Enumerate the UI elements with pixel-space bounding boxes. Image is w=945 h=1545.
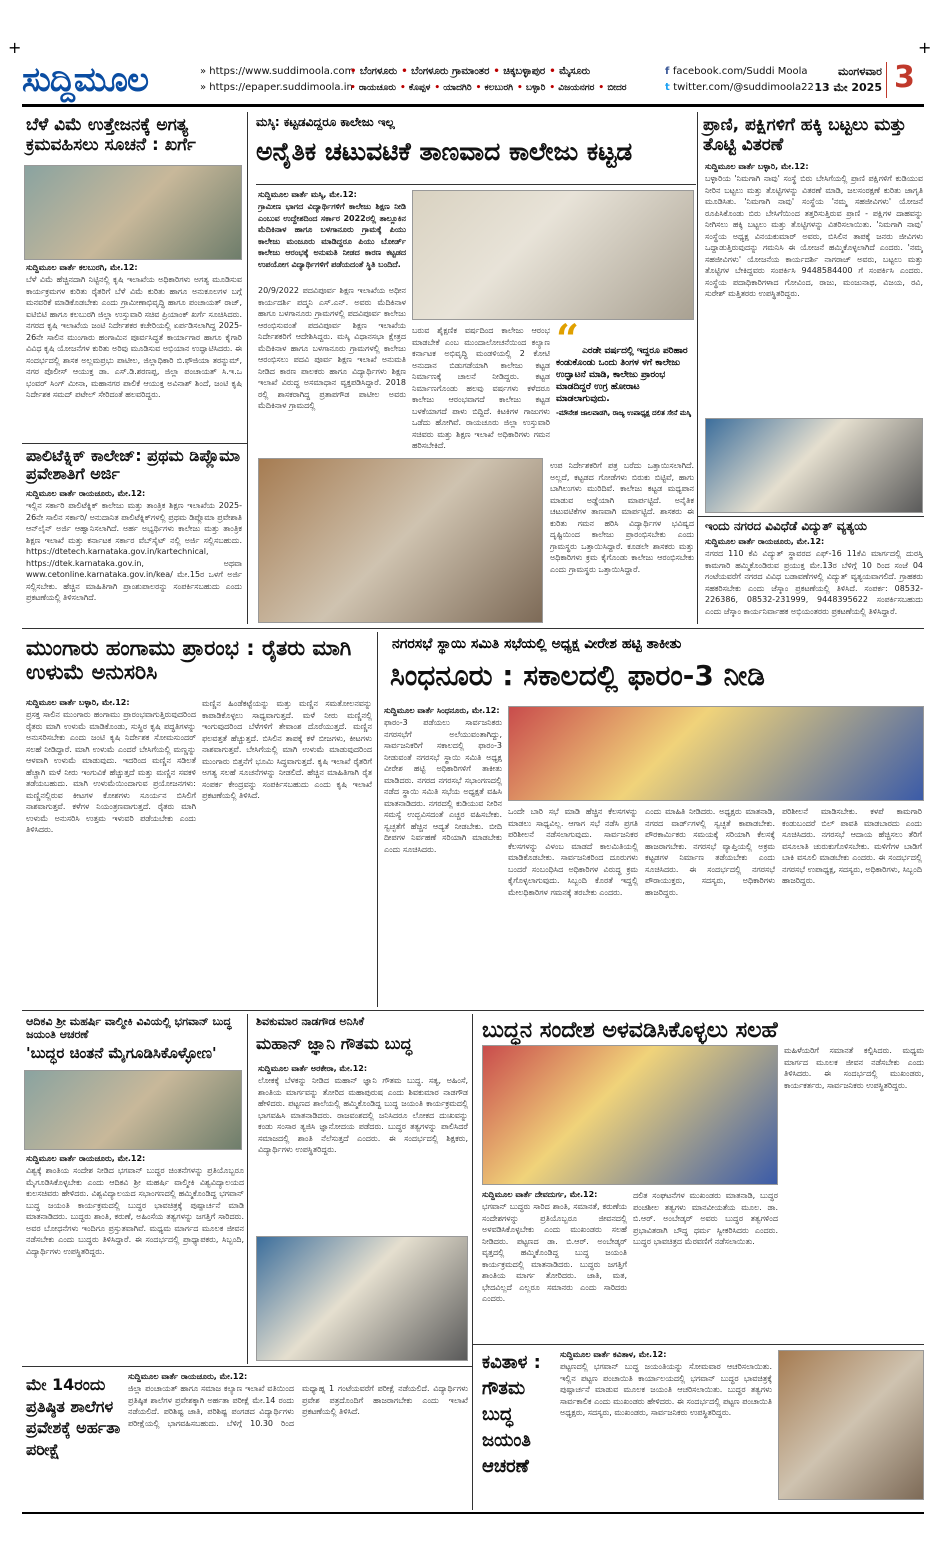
article-body: ವಿಶ್ವಕ್ಕೆ ಶಾಂತಿಯ ಸಂದೇಶ ನೀಡಿದ ಭಗವಾನ್ ಬುದ್ಧರ ಚಿಂತನೆಗಳನ್ನು ಪ್ರತಿಯೊಬ್ಬರೂ ಮೈಗೂಡಿಸಿಕೊಳ್ಳಬೇಕು ಎಂದು ಆದಿಕವಿ ಶ್ರೀ ಮಹರ್ಷಿ ವಾಲ್ಮೀಕಿ ವಿಶ್ವವಿದ್ಯಾಲಯದ ಕುಲಸಚಿವರು ಹೇಳಿದರು. ವಿಶ್ವವಿದ್ಯಾಲಯದ ಸಭಾಂಗಣದಲ್ಲಿ ಹಮ್ಮಿಕೊಂಡಿದ್ದ ಭಗವಾನ್ ಬುದ್ಧ ಜಯಂತಿ ಕಾರ್ಯಕ್ರಮದಲ್ಲಿ ಬುದ್ಧರ ಭಾವಚಿತ್ರಕ್ಕೆ ಪುಷ್ಪಾರ್ಚನೆ ಮಾಡಿ ಮಾತನಾಡಿದರು. ಬುದ್ಧರು ಶಾಂತಿ, ಕರುಣೆ, ಅಹಿಂಸೆಯ ತತ್ವಗಳನ್ನು ಜಗತ್ತಿಗೆ ಸಾರಿದರು. ಅವರ ಬೋಧನೆಗಳು ಇಂದಿಗೂ ಪ್ರಸ್ತುತವಾಗಿವೆ. ಮಧ್ಯಮ ಮಾರ್ಗದ ಮೂಲಕ ಜೀವನ ನಡೆಸಬೇಕು ಎಂದು ಬುದ್ಧರು ತಿಳಿಸಿದ್ದಾರೆ. ಈ ಸಂದರ್ಭದಲ್ಲಿ ಪ್ರಾಧ್ಯಾಪಕರು, ಸಿಬ್ಬಂದಿ, ವಿದ್ಯಾರ್ಥಿಗಳು ಉಪಸ್ಥಿತರಿದ್ದರು. [26, 1166, 244, 1256]
byline: ಸುದ್ದಿಮೂಲ ವಾರ್ತೆ ಬಳ್ಳಾರಿ, ಮೇ.12: [26, 698, 130, 707]
school-event-photo [256, 1236, 468, 1361]
masthead-logo: ಸುದ್ದಿಮೂಲ [22, 60, 148, 100]
city-item: • ಬೆಂಗಳೂರು ಗ್ರಾಮಾಂತರ [401, 66, 489, 77]
headline-rule [256, 184, 696, 185]
crop-mark: + [8, 38, 22, 57]
kicker: ಮಸ್ಕಿ: ಕಟ್ಟಡವಿದ್ದರೂ ಕಾಲೇಜು ಇಲ್ಲ [256, 115, 395, 129]
section-rule [697, 516, 924, 517]
byline: ಸುದ್ದಿಮೂಲ ವಾರ್ತೆ ಅರಕೇರಾ, ಮೇ.12: [258, 1064, 368, 1073]
twitter-link[interactable]: twitter.com/@suddimoola22 [673, 82, 814, 93]
social-links [665, 64, 814, 96]
event-photo [24, 1070, 242, 1150]
masthead-rule [22, 104, 924, 107]
pull-quote [556, 316, 694, 445]
headline: ಕವಿತಾಳ : ಗೌತಮ ಬುದ್ಧ ಜಯಂತಿ ಆಚರಣೆ [482, 1352, 541, 1478]
college-building-photo [412, 190, 694, 320]
byline: ಸುದ್ದಿಮೂಲ ವಾರ್ತೆ ರಾಯಚೂರು, ಮೇ.12: [26, 489, 146, 498]
headline: ಮುಂಗಾರು ಹಂಗಾಮು ಪ್ರಾರಂಭ : ರೈತರು ಮಾಗಿ ಉಳುಮೆ ಅನುಸರಿಸಿ [26, 636, 352, 685]
headline: ಸಿಂಧನೂರು : ಸಕಾಲದಲ್ಲಿ ಫಾರಂ-3 ನೀಡಿ [390, 659, 765, 692]
article-body: ಪಟ್ಟಣದಲ್ಲಿ ಭಗವಾನ್ ಬುದ್ಧ ಜಯಂತಿಯನ್ನು ಸೋಮವಾರ ಆಚರಿಸಲಾಯಿತು. ಇಲ್ಲಿನ ಪಟ್ಟಣ ಪಂಚಾಯಿತಿ ಕಾರ್ಯಾಲಯದಲ್ಲಿ ಭಗವಾನ್ ಬುದ್ಧರ ಭಾವಚಿತ್ರಕ್ಕೆ ಪುಷ್ಪಾರ್ಚನೆ ಮಾಡುವ ಮೂಲಕ ಜಯಂತಿ ಆಚರಿಸಲಾಯಿತು. ಬುದ್ಧರ ತತ್ವಗಳು ಸಾರ್ವಕಾಲಿಕ ಎಂದು ಮುಖಂಡರು ಹೇಳಿದರು. ಈ ಸಂದರ್ಭದಲ್ಲಿ ಪಟ್ಟಣ ಪಂಚಾಯಿತಿ ಅಧ್ಯಕ್ಷರು, ಸದಸ್ಯರು, ಮುಖಂಡರು, ಸಾರ್ವಜನಿಕರು ಉಪಸ್ಥಿತರಿದ್ದರು. [560, 1362, 772, 1417]
quote-icon: “ [556, 316, 580, 363]
headline: ಬೆಳೆ ವಿಮೆ ಉತ್ತೇಜನಕ್ಕೆ ಅಗತ್ಯ ಕ್ರಮವಹಿಸಲು ಸೂಚನೆ : ಖರ್ಗೆ [26, 115, 196, 155]
meeting-photo [508, 706, 924, 801]
article-body-col2: ದಲಿತ ಸಂಘಟನೆಗಳ ಮುಖಂಡರು ಮಾತನಾಡಿ, ಬುದ್ಧರ ಪಂಚಶೀಲ ತತ್ವಗಳು ಮಾನವೀಯತೆಯ ಮೂಲ. ಡಾ. ಬಿ.ಆರ್. ಅಂಬೇಡ್ಕರ್ ಅವರು ಬುದ್ಧರ ತತ್ವಗಳಿಂದ ಪ್ರಭಾವಿತರಾಗಿ ಬೌದ್ಧ ಧರ್ಮ ಸ್ವೀಕರಿಸಿದರು ಎಂದರು. ಬುದ್ಧರ ಭಾವಚಿತ್ರದ ಮೆರವಣಿಗೆ ನಡೆಸಲಾಯಿತು. [633, 1191, 778, 1246]
headline: 'ಬುದ್ಧರ ಚಿಂತನೆ ಮೈಗೂಡಿಸಿಕೊಳ್ಳೋಣ' [26, 1044, 217, 1062]
article-body: 20/9/2022 ಪದವಿಪೂರ್ವ ಶಿಕ್ಷಣ ಇಲಾಖೆಯ ಅಧೀನ ಕಾರ್ಯದರ್ಶಿ ಪದ್ಮನಿ ಎಸ್.ಎನ್. ಅವರು ಮೆದಿಕಿನಾಳ ಹಾಗೂ ಬಳಗಾನೂರು ಗ್ರಾಮಗಳಲ್ಲಿ ಪದವಿಪೂರ್ವ ಕಾಲೇಜು ಆರಂಭಿಸುವಂತೆ ಪದವಿಪೂರ್ವ ಶಿಕ್ಷಣ ಇಲಾಖೆಯ ನಿರ್ದೇಶಕರಿಗೆ ಆದೇಶಿಸಿದ್ದರು. ಮಸ್ಕಿ ವಿಧಾನಸಭಾ ಕ್ಷೇತ್ರದ ಮೆದಿಕಿನಾಳ ಹಾಗೂ ಬಳಗಾನೂರು ಗ್ರಾಮಗಳಲ್ಲಿ ಕಾಲೇಜು ಆರಂಭಿಸಲು ಪದವಿ ಪೂರ್ವ ಶಿಕ್ಷಣ ಇಲಾಖೆ ಅನುಮತಿ ನೀಡಿದ ಕಾರಣ ಪಾಲಕರು ಹಾಗೂ ವಿದ್ಯಾರ್ಥಿಗಳು ಶಿಕ್ಷಣ ಇಲಾಖೆ ವಿರುದ್ಧ ಅಸಮಾಧಾನ ವ್ಯಕ್ತಪಡಿಸಿದ್ದಾರೆ. 2018 ರಲ್ಲಿ ಶಾಸಕರಾಗಿದ್ದ ಪ್ರತಾಪಗೌಡ ಪಾಟೀಲ ಅವರು ಮೆದಿಕಿನಾಳ ಗ್ರಾಮದಲ್ಲಿ [258, 286, 406, 410]
section-rule [22, 628, 924, 629]
article-body: ಭಗವಾನ್ ಬುದ್ಧರು ಸಾರಿದ ಶಾಂತಿ, ಸಮಾನತೆ, ಕರುಣೆಯ ಸಂದೇಶಗಳನ್ನು ಪ್ರತಿಯೊಬ್ಬರೂ ಜೀವನದಲ್ಲಿ ಅಳವಡಿಸಿಕೊಳ್ಳಬೇಕು ಎಂದು ಮುಖಂಡರು ಸಲಹೆ ನೀಡಿದರು. ಪಟ್ಟಣದ ಡಾ. ಬಿ.ಆರ್. ಅಂಬೇಡ್ಕರ್ ವೃತ್ತದಲ್ಲಿ ಹಮ್ಮಿಕೊಂಡಿದ್ದ ಬುದ್ಧ ಜಯಂತಿ ಕಾರ್ಯಕ್ರಮದಲ್ಲಿ ಮಾತನಾಡಿದರು. ಬುದ್ಧರು ಜಗತ್ತಿಗೆ ಶಾಂತಿಯ ಮಾರ್ಗ ತೋರಿದರು. ಜಾತಿ, ಮತ, ಭೇದವಿಲ್ಲದೆ ಎಲ್ಲರೂ ಸಮಾನರು ಎಂದು ಸಾರಿದರು ಎಂದರು. [482, 1202, 627, 1303]
article-body: ನಗರದ 110 ಕೆವಿ ವಿದ್ಯುತ್ ಸ್ಥಾವರದ ಎಫ್-16 11ಕೆವಿ ಮಾರ್ಗದಲ್ಲಿ ದುರಸ್ತಿ ಕಾಮಗಾರಿ ಹಮ್ಮಿಕೊಂಡಿರುವ ಪ್ರಯುಕ್ತ ಮೇ.13ರ ಬೆಳಿಗ್ಗೆ 10 ರಿಂದ ಸಂಜೆ 04 ಗಂಟೆಯವರೆಗೆ ನಗರದ ವಿವಿಧ ಬಡಾವಣೆಗಳಲ್ಲಿ ವಿದ್ಯುತ್ ವ್ಯತ್ಯಯವಾಗಲಿದೆ. ಗ್ರಾಹಕರು ಸಹಕರಿಸಬೇಕು ಎಂದು ಜೆಸ್ಕಾಂ ಪ್ರಕಟಣೆಯಲ್ಲಿ ತಿಳಿಸಿದೆ. ಸಂಪರ್ಕ: 08532-226386, 08532-231999, 9448395622 ಸಂಪರ್ಕಿಸಬಹುದು ಎಂದು ಜೆಸ್ಕಾಂ ಕಾರ್ಯನಿರ್ವಾಹಕ ಅಭಿಯಂತರರು ಪ್ರಕಟಣೆಯಲ್ಲಿ ತಿಳಿಸಿದ್ದಾರೆ. [705, 549, 923, 616]
headline: ಮೇ 14ರಂದು ಪ್ರತಿಷ್ಠಿತ ಶಾಲೆಗಳ ಪ್ರವೇಶಕ್ಕೆ ಅರ್ಹತಾ ಪರೀಕ್ಷೆ [26, 1375, 121, 1459]
column-divider [472, 1014, 473, 1510]
article-body-col2: ಮಣ್ಣಿನ ಹಿಂಡೆಕಟ್ಟೆಯನ್ನು ಮತ್ತು ಮಣ್ಣಿನ ಸಮತೋಲನವನ್ನು ಕಾಪಾಡಿಕೊಳ್ಳಲು ಸಾಧ್ಯವಾಗುತ್ತದೆ. ಮಳೆ ನೀರು ಮಣ್ಣಿನಲ್ಲಿ ಇಂಗುವುದರಿಂದ ಬೆಳೆಗಳಿಗೆ ತೇವಾಂಶ ದೊರೆಯುತ್ತದೆ. ಮಣ್ಣಿನ ಫಲವತ್ತತೆ ಹೆಚ್ಚುತ್ತದೆ. ಬಿಸಿಲಿನ ತಾಪಕ್ಕೆ ಕಳೆ ಬೀಜಗಳು, ಕೀಟಗಳು ನಾಶವಾಗುತ್ತವೆ. ಬೇಸಿಗೆಯಲ್ಲಿ ಮಾಗಿ ಉಳುಮೆ ಮಾಡುವುದರಿಂದ ಮುಂಗಾರು ಬಿತ್ತನೆಗೆ ಭೂಮಿ ಸಿದ್ಧವಾಗುತ್ತದೆ. ಕೃಷಿ ಇಲಾಖೆ ರೈತರಿಗೆ ಅಗತ್ಯ ಸಲಹೆ ಸೂಚನೆಗಳನ್ನು ನೀಡಲಿದೆ. ಹೆಚ್ಚಿನ ಮಾಹಿತಿಗಾಗಿ ರೈತ ಸಂಪರ್ಕ ಕೇಂದ್ರವನ್ನು ಸಂಪರ್ಕಿಸಬಹುದು ಎಂದು ಕೃಷಿ ಇಲಾಖೆ ಪ್ರಕಟಣೆಯಲ್ಲಿ ತಿಳಿಸಿದೆ. [202, 699, 372, 800]
quote-text: ಎರಡೇ ವರ್ಷದಲ್ಲಿ ಇದ್ದರೂ ಪರಿಹಾರ ಕಂಡುಕೊಂಡು ಒಂದು ತಿಂಗಳ ಳಗೆ ಕಾಲೇಜು ಉದ್ಘಾಟನೆ ಮಾಡಿ, ಕಾಲೇಜು ಪ್ರಾರಂಭ ಮಾಡದಿದ್ದರೆ ಉಗ್ರ ಹೋರಾಟ ಮಾಡಲಾಗುವುದು. [556, 346, 688, 404]
issue-date [800, 64, 882, 96]
byline: ಸುದ್ದಿಮೂಲ ವಾರ್ತೆ ರಾಯಚೂರು, ಮೇ.12: [26, 1154, 146, 1163]
kicker: ಶಿವಕುಮಾರ ನಾಡಗೌಡ ಅನಿಸಿಕೆ [256, 1015, 365, 1028]
procession-photo [482, 1045, 778, 1185]
city-item: • ಯಾದಗಿರಿ [434, 83, 471, 93]
headline: ಇಂದು ನಗರದ ವಿವಿಧೆಡೆ ವಿದ್ಯುತ್ ವ್ಯತ್ಯಯ [705, 519, 867, 533]
quote-attribution: -ಮೌನೇಶ ಜಾಲವಾಡಗಿ, ರಾಜ್ಯ ಉಪಾಧ್ಯಕ್ಷ ದಲಿತ ಸೇನೆ ಮಸ್ಕಿ [556, 409, 691, 417]
article-body: ಫಾರಂ-3 ಪಡೆಯಲು ಸಾರ್ವಜನಿಕರು ನಗರಸಭೆಗೆ ಅಲೆಯುವಂತಾಗಿದ್ದು, ಸಾರ್ವಜನಿಕರಿಗೆ ಸಕಾಲದಲ್ಲಿ ಫಾರಂ-3 ನೀಡುವಂತೆ ನಗರಸಭೆ ಸ್ಥಾಯಿ ಸಮಿತಿ ಅಧ್ಯಕ್ಷ ವೀರೇಶ ಹಟ್ಟಿ ಅಧಿಕಾರಿಗಳಿಗೆ ತಾಕೀತು ಮಾಡಿದರು. ನಗರದ ನಗರಸಭೆ ಸಭಾಂಗಣದಲ್ಲಿ ನಡೆದ ಸ್ಥಾಯಿ ಸಮಿತಿ ಸಭೆಯ ಅಧ್ಯಕ್ಷತೆ ವಹಿಸಿ ಮಾತನಾಡಿದರು. ನಗರದಲ್ಲಿ ಕುಡಿಯುವ ನೀರಿನ ಸಮಸ್ಯೆ ಉದ್ಭವಿಸದಂತೆ ಎಚ್ಚರ ವಹಿಸಬೇಕು. ಸ್ವಚ್ಛತೆಗೆ ಹೆಚ್ಚಿನ ಆದ್ಯತೆ ನೀಡಬೇಕು. ಬೀದಿ ದೀಪಗಳ ನಿರ್ವಹಣೆ ಸರಿಯಾಗಿ ಮಾಡಬೇಕು ಎಂದು ಸೂಚಿಸಿದರು. [384, 718, 502, 854]
byline: ಸುದ್ದಿಮೂಲ ವಾರ್ತೆ ದೇವದುರ್ಗ, ಮೇ.12: [482, 1190, 598, 1199]
section-rule [22, 443, 247, 444]
article-body: ಲೋಕಕ್ಕೆ ಬೆಳಕನ್ನು ನೀಡಿದ ಮಹಾನ್ ಜ್ಞಾನಿ ಗೌತಮ ಬುದ್ಧ. ಸತ್ಯ, ಅಹಿಂಸೆ, ಶಾಂತಿಯ ಮಾರ್ಗವನ್ನು ತೋರಿದ ಮಹಾಪುರುಷ ಎಂದು ಶಿವಕುಮಾರ ನಾಡಗೌಡ ಹೇಳಿದರು. ಪಟ್ಟಣದ ಶಾಲೆಯಲ್ಲಿ ಹಮ್ಮಿಕೊಂಡಿದ್ದ ಬುದ್ಧ ಜಯಂತಿ ಕಾರ್ಯಕ್ರಮದಲ್ಲಿ ಭಾಗವಹಿಸಿ ಮಾತನಾಡಿದರು. ರಾಜವಂಶದಲ್ಲಿ ಜನಿಸಿದರೂ ಲೋಕದ ದುಃಖವನ್ನು ಕಂಡು ಸಂಸಾರ ತ್ಯಜಿಸಿ ಜ್ಞಾನೋದಯ ಪಡೆದರು. ಬುದ್ಧರ ತತ್ವಗಳನ್ನು ಪಾಲಿಸಿದರೆ ಸಮಾಜದಲ್ಲಿ ಶಾಂತಿ ನೆಲೆಸುತ್ತದೆ ಎಂದರು. ಈ ಸಂದರ್ಭದಲ್ಲಿ ಶಿಕ್ಷಕರು, ವಿದ್ಯಾರ್ಥಿಗಳು ಉಪಸ್ಥಿತರಿದ್ದರು. [258, 1076, 468, 1154]
city-item: • ರಾಯಚೂರು [350, 83, 396, 93]
city-item: • ವಿಜಯನಗರ [549, 83, 594, 93]
city-item: • ಕೊಪ್ಪಳ [400, 83, 430, 93]
issue-date-text: 13 ಮೇ 2025 [814, 81, 882, 94]
page-number: 3 [894, 60, 915, 95]
headline: ಮಹಾನ್ ಜ್ಞಾನಿ ಗೌತಮ ಬುದ್ಧ [256, 1034, 413, 1053]
byline: ಸುದ್ದಿಮೂಲ ವಾರ್ತೆ ಮಸ್ಕಿ, ಮೇ.12: [258, 190, 357, 199]
section-rule [472, 1344, 924, 1345]
city-item: • ಬೆಂಗಳೂರು [350, 66, 397, 77]
article-body-col2: ಬರುವ ಶೈಕ್ಷಣಿಕ ವರ್ಷದಿಂದ ಕಾಲೇಜು ಆರಂಭ ಮಾಡಬೇಕೆ ಎಂಬ ಮುಂದಾಲೋಚನೆಯಿಂದ ಕಲ್ಯಾಣ ಕರ್ನಾಟಕ ಅಭಿವೃದ್ಧಿ ಮಂಡಳಿಯಲ್ಲಿ 2 ಕೋಟಿ ಅನುದಾನ ಬಿಡುಗಡೆಯಾಗಿ ಕಾಲೇಜು ಕಟ್ಟಡ ನಿರ್ಮಾಣಕ್ಕೆ ಚಾಲನೆ ನೀಡಿದ್ದರು. ಕಟ್ಟಡ ನಿರ್ಮಾಣಗೊಂಡು ಹಲವು ವರ್ಷಗಳು ಕಳೆದರೂ ಕಾಲೇಜು ಆರಂಭವಾಗದೆ ಕಾಲೇಜು ಕಟ್ಟಡ ಬಳಕೆಯಾಗದೆ ಪಾಳು ಬಿದ್ದಿದೆ. ಕಿಟಕಿಗಳ ಗಾಜುಗಳು ಒಡೆದು ಹೋಗಿವೆ. ರಾಯಚೂರು ಜಿಲ್ಲಾ ಉಸ್ತುವಾರಿ ಸಚಿವರು ಮತ್ತು ಶಿಕ್ಷಣ ಇಲಾಖೆ ಅಧಿಕಾರಿಗಳು ಗಮನ ಹರಿಸಬೇಕಿದೆ. [412, 326, 550, 450]
byline: ಸುದ್ದಿಮೂಲ ವಾರ್ತೆ ಸಿಂಧನೂರು, ಮೇ.12: [384, 706, 500, 715]
masthead-links [200, 64, 354, 96]
headline: ಬುದ್ಧನ ಸಂದೇಶ ಅಳವಡಿಸಿಕೊಳ್ಳಲು ಸಲಹೆ [482, 1018, 778, 1043]
kavitala-photo [778, 1350, 924, 1500]
page-bottom-rule [22, 1512, 924, 1514]
article-body-col2: ಒಂದೇ ಬಾರಿ ಸಭೆ ಮಾಡಿ ಹೆಚ್ಚಿನ ಕೆಲಸಗಳನ್ನು ಮಾಡಲು ಸಾಧ್ಯವಿಲ್ಲ. ಆಗಾಗ ಸಭೆ ನಡೆಸಿ ಪ್ರಗತಿ ಪರಿಶೀಲನೆ ನಡೆಸಲಾಗುವುದು. ಸಾರ್ವಜನಿಕರ ಕೆಲಸಗಳನ್ನು ವಿಳಂಬ ಮಾಡದೆ ಕಾಲಮಿತಿಯಲ್ಲಿ ಮಾಡಿಕೊಡಬೇಕು. ಸಾರ್ವಜನಿಕರಿಂದ ದೂರುಗಳು ಬಂದರೆ ಸಂಬಂಧಿಸಿದ ಅಧಿಕಾರಿಗಳ ವಿರುದ್ಧ ಕ್ರಮ ಕೈಗೊಳ್ಳಲಾಗುವುದು. ಸಿಬ್ಬಂದಿ ಕೊರತೆ ಇದ್ದಲ್ಲಿ ಮೇಲಧಿಕಾರಿಗಳ ಗಮನಕ್ಕೆ ತರಬೇಕು ಎಂದರು. [508, 807, 638, 897]
byline: ಸುದ್ದಿಮೂಲ ವಾರ್ತೆ ರಾಯಚೂರು, ಮೇ.12: [128, 1372, 248, 1381]
article-body: ಬೆಳೆ ವಿಮೆ ಹೆಚ್ಚಿನದಾಗಿ ನಿಟ್ಟಿನಲ್ಲಿ ಕೃಷಿ ಇಲಾಖೆಯ ಅಧಿಕಾರಿಗಳು ಅಗತ್ಯ ಮೂಡಿಸುವ ಕಾರ್ಯಕ್ರಮಗಳ ಕುರಿತು ರೈತರಿಗೆ ಬೆಳೆ ವಿಮೆ ಕುರಿತು ಹಾಗೂ ಅನುಕೂಲಗಳ ಬಗ್ಗೆ ಮನವರಿಕೆ ಮಾಡಿಕೊಡಬೇಕು ಎಂದು ಗ್ರಾಮೀಣಾಭಿವೃದ್ಧಿ ಹಾಗೂ ಪಂಚಾಯತ್ ರಾಜ್, ಐಟಿಬಿಟಿ ಹಾಗೂ ಕಲಬುರಗಿ ಜಿಲ್ಲಾ ಉಸ್ತುವಾರಿ ಸಚಿವ ಪ್ರಿಯಾಂಕ್ ಖರ್ಗೆ ಸೂಚಿಸಿದರು. ನಗರದ ಕೃಷಿ ಇಲಾಖೆಯ ಜಂಟಿ ನಿರ್ದೇಶಕರ ಕಚೇರಿಯಲ್ಲಿ ಏರ್ಪಡಿಸಲಾಗಿದ್ದ 2025-26ನೇ ಸಾಲಿನ ಮುಂಗಾರು ಹಂಗಾಮಿನ ಪೂರ್ವಸಿದ್ಧತೆ ಕಾರ್ಯಾಗಾರ ಹಾಗೂ ಕೈಗಾರಿ ವಿವಿಧ ಕೃಷಿ ಯೋಜನೆಗಳ ಕುರಿತು ಅರಿವು ಮೂಡಿಸುವ ಅಭಿಯಾನ ಉದ್ಘಾಟಿಸಿದರು. ಈ ಸಂದರ್ಭದಲ್ಲಿ ಶಾಸಕ ಅಲ್ಲಮಪ್ರಭು ಪಾಟೀಲ, ಜಿಲ್ಲಾಧಿಕಾರಿ ಬಿ.ಫೌಜಿಯಾ ತರನ್ನುಮ್, ನಗರ ಪೊಲೀಸ್ ಆಯುಕ್ತ ಡಾ. ಎಸ್.ಡಿ.ಶರಣಪ್ಪ, ಜಿಲ್ಲಾ ಪಂಚಾಯತ್ ಸಿ.ಇ.ಒ ಭಂವರ್ ಸಿಂಗ್ ಮೀನಾ, ಮಹಾನಗರ ಪಾಲಿಕೆ ಆಯುಕ್ತ ಅವಿನಾಶ್ ಶಿಂದೆ, ಜಂಟಿ ಕೃಷಿ ನಿರ್ದೇಶಕ ಸಮದ್ ಪಟೇಲ್ ಸೇರಿದಂತೆ ಹಲವರಿದ್ದರು. [26, 275, 242, 399]
column-divider [697, 112, 698, 624]
column-divider [247, 112, 248, 624]
damaged-room-photo [258, 458, 543, 623]
byline: ಸುದ್ದಿಮೂಲ ವಾರ್ತೆ ಕವಿತಾಳ, ಮೇ.12: [560, 1350, 667, 1359]
facebook-icon: f [665, 66, 673, 77]
column-divider [377, 632, 378, 1007]
section-rule [22, 1010, 924, 1011]
city-editions [350, 64, 655, 96]
article-body-col3: ಮಹಿಳೆಯರಿಗೆ ಸಮಾನತೆ ಕಲ್ಪಿಸಿದರು. ಮಧ್ಯಮ ಮಾರ್ಗದ ಮೂಲಕ ಜೀವನ ನಡೆಸಬೇಕು ಎಂದು ತಿಳಿಸಿದರು. ಈ ಸಂದರ್ಭದಲ್ಲಿ ಮುಖಂಡರು, ಕಾರ್ಯಕರ್ತರು, ಸಾರ್ವಜನಿಕರು ಉಪಸ್ಥಿತರಿದ್ದರು. [784, 1046, 924, 1090]
city-item: • ಕಲಬುರಗಿ [476, 83, 513, 93]
issue-day: ಮಂಗಳವಾರ [837, 65, 882, 78]
headline: ಅನೈತಿಕ ಚಟುವಟಿಕೆ ತಾಣವಾದ ಕಾಲೇಜು ಕಟ್ಟಡ [256, 137, 633, 166]
article-body: ಜಿಲ್ಲಾ ಪಂಚಾಯತ್ ಹಾಗೂ ಸಮಾಜ ಕಲ್ಯಾಣ ಇಲಾಖೆ ವತಿಯಿಂದ ಪ್ರತಿಷ್ಠಿತ ಶಾಲೆಗಳ ಪ್ರವೇಶಕ್ಕಾಗಿ ಅರ್ಹತಾ ಪರೀಕ್ಷೆ ಮೇ.14 ರಂದು ನಡೆಯಲಿದೆ. ಪರಿಶಿಷ್ಟ ಜಾತಿ, ಪರಿಶಿಷ್ಟ ಪಂಗಡದ ವಿದ್ಯಾರ್ಥಿಗಳು ಪರೀಕ್ಷೆಯಲ್ಲಿ ಭಾಗವಹಿಸಬಹುದು. ಬೆಳಿಗ್ಗೆ 10.30 ರಿಂದ ಮಧ್ಯಾಹ್ನ 1 ಗಂಟೆಯವರೆಗೆ ಪರೀಕ್ಷೆ ನಡೆಯಲಿದೆ. ವಿದ್ಯಾರ್ಥಿಗಳು ಪ್ರವೇಶ ಪತ್ರದೊಂದಿಗೆ ಹಾಜರಾಗಬೇಕು ಎಂದು ಇಲಾಖೆ ಪ್ರಕಟಣೆಯಲ್ಲಿ ತಿಳಿಸಿದೆ. [128, 1384, 468, 1428]
article-body: ಇಲ್ಲಿನ ಸರ್ಕಾರಿ ಪಾಲಿಟೆಕ್ನಿಕ್ ಕಾಲೇಜು ಮತ್ತು ತಾಂತ್ರಿಕ ಶಿಕ್ಷಣ ಇಲಾಖೆಯ 2025-26ನೇ ಸಾಲಿನ ಸರ್ಕಾರಿ/ ಅನುದಾನಿತ ಪಾಲಿಟೆಕ್ನಿಕ್‌ಗಳಲ್ಲಿ ಪ್ರಥಮ ಡಿಪ್ಲೊಮಾ ಪ್ರವೇಶಾತಿ ಆನ್‌ಲೈನ್ ಅರ್ಜಿ ಆಹ್ವಾನಿಸಲಾಗಿದೆ. ಅರ್ಹ ಅಭ್ಯರ್ಥಿಗಳು ಕಾಲೇಜು ಮತ್ತು ತಾಂತ್ರಿಕ ಶಿಕ್ಷಣ ಇಲಾಖೆ ಮತ್ತು ಕರ್ನಾಟಕ ಸರ್ಕಾರ ವೆಬ್‌ಸೈಟ್‌ ನಲ್ಲಿ ಅರ್ಜಿ ಸಲ್ಲಿಸಬಹುದು. https://dtetech.karnataka.gov.in/kartechnical, https://dtek.karnataka.gov.in, ಅಥವಾ www.cetonline.karnataka.gov.in/kea/ ಮೇ.15ರ ಒಳಗೆ ಅರ್ಜಿ ಸಲ್ಲಿಸಬೇಕು. ಹೆಚ್ಚಿನ ಮಾಹಿತಿಗಾಗಿ ಪ್ರಾಂಶುಪಾಲರನ್ನು ಸಂಪರ್ಕಿಸಬಹುದು ಎಂದು ಪ್ರಕಟಣೆಯಲ್ಲಿ ತಿಳಿಸಲಾಗಿದೆ. [26, 501, 242, 602]
website-link[interactable]: » https://www.suddimoola.com [200, 64, 354, 80]
divider [886, 62, 887, 98]
twitter-icon: t [665, 82, 674, 93]
article-body-col3: ಉಪ ನಿರ್ದೇಶಕರಿಗೆ ಪತ್ರ ಬರೆದು ಒತ್ತಾಯಿಸಲಾಗಿದೆ. ಅಲ್ಲದೆ, ಕಟ್ಟಡದ ಗೋಡೆಗಳು ಬಿರುಕು ಬಿಟ್ಟಿವೆ, ಹಾಗು ಬಾಗಿಲುಗಳು ಮುರಿದಿವೆ. ಕಾಲೇಜು ಕಟ್ಟಡ ಮಧ್ಯಪಾನ ಮಾಡುವ ಅಡ್ಡೆಯಾಗಿ ಮಾರ್ಪಟ್ಟಿದೆ. ಅನೈತಿಕ ಚಟುವಟಿಕೆಗಳ ತಾಣವಾಗಿ ಮಾರ್ಪಟ್ಟಿದೆ. ಶಾಸಕರು ಈ ಕುರಿತು ಗಮನ ಹರಿಸಿ ವಿದ್ಯಾರ್ಥಿಗಳ ಭವಿಷ್ಯದ ದೃಷ್ಟಿಯಿಂದ ಕಾಲೇಜು ಪ್ರಾರಂಭಿಸಬೇಕು ಎಂದು ಗ್ರಾಮಸ್ಥರು ಒತ್ತಾಯಿಸಿದ್ದಾರೆ. ಕೂಡಲೇ ಶಾಸಕರು ಮತ್ತು ಅಧಿಕಾರಿಗಳು ಕ್ರಮ ಕೈಗೊಂಡು ಕಾಲೇಜು ಆರಂಭಿಸಬೇಕು ಎಂದು ಗ್ರಾಮಸ್ಥರು ಒತ್ತಾಯಿಸಿದ್ದಾರೆ. [550, 461, 694, 574]
article-body-col4: ಪರಿಶೀಲನೆ ಮಾಡಿಸಬೇಕು. ಕಳಪೆ ಕಾಮಗಾರಿ ಕಂಡುಬಂದರೆ ಬಿಲ್ ಪಾವತಿ ಮಾಡಬಾರದು ಎಂದು ಸೂಚಿಸಿದರು. ನಗರಸಭೆ ಆದಾಯ ಹೆಚ್ಚಿಸಲು ತೆರಿಗೆ ವಸೂಲಾತಿ ಚುರುಕುಗೊಳಿಸಬೇಕು. ಮಳಿಗೆಗಳ ಬಾಡಿಗೆ ಬಾಕಿ ವಸೂಲಿ ಮಾಡಬೇಕು ಎಂದರು. ಈ ಸಂದರ್ಭದಲ್ಲಿ ನಗರಸಭೆ ಉಪಾಧ್ಯಕ್ಷ, ಸದಸ್ಯರು, ಅಧಿಕಾರಿಗಳು, ಸಿಬ್ಬಂದಿ ಹಾಜರಿದ್ದರು. [782, 807, 922, 885]
city-item: • ಮೈಸೂರು [549, 66, 590, 77]
kicker: ನಗರಸಭೆ ಸ್ಥಾಯಿ ಸಮಿತಿ ಸಭೆಯಲ್ಲಿ ಅಧ್ಯಕ್ಷ ವೀರೇಶ ಹಟ್ಟಿ ತಾಕೀತು [392, 636, 682, 652]
city-item: • ಬೀದರ [598, 83, 626, 93]
article-body-col3: ಎಂದು ಮಾಹಿತಿ ನೀಡಿದರು. ಅಧ್ಯಕ್ಷರು ಮಾತನಾಡಿ, ನಗರದ ವಾರ್ಡ್‌ಗಳಲ್ಲಿ ಸ್ವಚ್ಛತೆ ಕಾಪಾಡಬೇಕು. ಪೌರಕಾರ್ಮಿಕರು ಸಮಯಕ್ಕೆ ಸರಿಯಾಗಿ ಕೆಲಸಕ್ಕೆ ಹಾಜರಾಗಬೇಕು. ನಗರಸಭೆ ವ್ಯಾಪ್ತಿಯಲ್ಲಿ ಅಕ್ರಮ ಕಟ್ಟಡಗಳ ನಿರ್ಮಾಣ ತಡೆಯಬೇಕು ಎಂದು ಸೂಚಿಸಿದರು. ಈ ಸಂದರ್ಭದಲ್ಲಿ ನಗರಸಭೆ ಪೌರಾಯುಕ್ತರು, ಸದಸ್ಯರು, ಅಧಿಕಾರಿಗಳು ಹಾಜರಿದ್ದರು. [645, 807, 775, 897]
city-item: • ಚಿಕ್ಕಬಳ್ಳಾಪುರ [493, 66, 545, 77]
section-rule [22, 1366, 472, 1367]
article-lead: ಗ್ರಾಮೀಣ ಭಾಗದ ವಿದ್ಯಾರ್ಥಿಗಳಿಗೆ ಕಾಲೇಜು ಶಿಕ್ಷಣ ನೀಡಿ ಎಂಬುವ ಉದ್ದೇಶದಿಂದ ಸರ್ಕಾರ 2022ರಲ್ಲಿ ತಾಲ್ಲೂಕಿನ ಮೆದಿಕಿನಾಳ ಹಾಗೂ ಬಳಗಾನೂರು ಗ್ರಾಮಕ್ಕೆ ಪಿಯು ಕಾಲೇಜು ಮಂಜೂರು ಮಾಡಿದ್ದರೂ ಪಿಯು ಬೋರ್ಡ್ ಕಾಲೇಜು ಆರಂಭಕ್ಕೆ ಅನುಮತಿ ನೀಡದ ಕಾರಣ ಕಟ್ಟಡದ ಉಪಯೋಗ ವಿದ್ಯಾರ್ಥಿಗಳಿಗೆ ಪಡೆಯದಂತೆ ಸ್ಥಿತಿ ಬಂದಿದೆ. [258, 202, 406, 269]
distribution-photo [705, 418, 923, 513]
crop-mark: + [918, 38, 932, 57]
byline: ಸುದ್ದಿಮೂಲ ವಾರ್ತೆ ಕಲಬುರಗಿ, ಮೇ.12: [26, 263, 138, 272]
column-divider [247, 1014, 248, 1364]
city-item: • ಬಳ್ಳಾರಿ [517, 83, 545, 93]
epaper-link[interactable]: » https://epaper.suddimoola.in [200, 80, 354, 96]
headline: ಪ್ರಾಣಿ, ಪಕ್ಷಿಗಳಿಗೆ ಹಕ್ಕಿ ಬಟ್ಟಲು ಮತ್ತು ತೊಟ್ಟಿ ವಿತರಣೆ [703, 115, 907, 155]
kicker: ಆದಿಕವಿ ಶ್ರೀ ಮಹರ್ಷಿ ವಾಲ್ಮೀಕಿ ವಿವಿಯಲ್ಲಿ ಭಗವಾನ್ ಬುದ್ಧ ಜಯಂತಿ ಆಚರಣೆ [26, 1015, 232, 1041]
byline: ಸುದ್ದಿಮೂಲ ವಾರ್ತೆ ರಾಯಚೂರು, ಮೇ.12: [705, 537, 825, 546]
article-body: ಬಳ್ಳಾರಿಯ 'ನಿಮಗಾಗಿ ನಾವು' ಸಂಸ್ಥೆ ಬಿರು ಬೇಸಿಗೆಯಲ್ಲಿ ಪ್ರಾಣಿ ಪಕ್ಷಿಗಳಿಗೆ ಕುಡಿಯುವ ನೀರಿನ ಬಟ್ಟಲು ಮತ್ತು ತೊಟ್ಟಿಗಳನ್ನು ವಿತರಣೆ ಮಾಡಿ, ಜಲಸಂರಕ್ಷಣೆ ಕುರಿತು ಜಾಗೃತಿ ಮೂಡಿಸಿತು. 'ನಿಮಗಾಗಿ ನಾವು' ಸಂಸ್ಥೆಯ 'ನಮ್ಮ ಸಹಜೀವಿಗಳು' ಯೋಜನೆ ರೂಪಿಸಿಕೊಂಡು ಬಿರು ಬೇಸಿಗೆಯಿಂದ ತತ್ತರಿಸುತ್ತಿರುವ ಪ್ರಾಣಿ - ಪಕ್ಷಿಗಳ ದಾಹವನ್ನು ನೀಗಿಸಲು ಹಕ್ಕಿ ಬಟ್ಟಲು ಮತ್ತು ತೊಟ್ಟಿಗಳನ್ನು ವಿತರಿಸಲಾಯಿತು. 'ನಿಮಗಾಗಿ ನಾವು' ಸಂಸ್ಥೆಯ ಅಧ್ಯಕ್ಷ ವಿನಯಕುಮಾರ್ ಅವರು, ಬಿಸಿಲಿನ ತಾಪಕ್ಕೆ ಜನರು ಜೀವಿಗಳು ಒದ್ದಾಡುತ್ತಿರುವುದನ್ನು ಗಮನಿಸಿ ಈ ಯೋಜನೆ ಹಮ್ಮಿಕೊಳ್ಳಲಾಗಿದೆ ಎಂದರು. 'ನಮ್ಮ ಸಹಜೀವಿಗಳು' ಯೋಜನೆಯ ಕಾರ್ಯದರ್ಶಿ ನಾಗರಾಜ್ ಅವರು, ಬಟ್ಟಲು ಮತ್ತು ತೊಟ್ಟಿಗಳ ಬೇಕಿದ್ದವರು ಸಂಪರ್ಕಿಸಿ 9448584400 ಗೆ ಸಂಪರ್ಕಿಸಿ ಎಂದರು. ಸಂಸ್ಥೆಯ ಪದಾಧಿಕಾರಿಗಳಾದ ಗೋವಿಂದ, ರಾಜು, ಮಂಜುನಾಥ, ವಿಜಯ, ರವಿ, ಸುರೇಶ್ ಮತ್ತಿತರರು ಉಪಸ್ಥಿತರಿದ್ದರು. [705, 174, 923, 298]
headline: ಪಾಲಿಟೆಕ್ನಿಕ್ ಕಾಲೇಜ್: ಪ್ರಥಮ ಡಿಪ್ಲೊಮಾ ಪ್ರವೇಶಾತಿಗೆ ಅರ್ಜಿ [26, 446, 240, 484]
byline: ಸುದ್ದಿಮೂಲ ವಾರ್ತೆ ಬಳ್ಳಾರಿ, ಮೇ.12: [705, 162, 809, 171]
facebook-link[interactable]: facebook.com/Suddi Moola [672, 66, 808, 77]
news-photo [24, 165, 242, 260]
article-body: ಪ್ರಸಕ್ತ ಸಾಲಿನ ಮುಂಗಾರು ಹಂಗಾಮು ಪ್ರಾರಂಭವಾಗುತ್ತಿರುವುದರಿಂದ ರೈತರು ಮಾಗಿ ಉಳುಮೆ ಮಾಡಿಕೊಂಡು, ಸುಸ್ಥಿರ ಕೃಷಿ ಪದ್ಧತಿಗಳನ್ನು ಅನುಸರಿಸಬೇಕು ಎಂದು ಜಂಟಿ ಕೃಷಿ ನಿರ್ದೇಶಕ ಸೋಮಸುಂದರ್ ಸಲಹೆ ನೀಡಿದ್ದಾರೆ. ಮಾಗಿ ಉಳುಮೆ ಎಂದರೆ ಬೇಸಿಗೆಯಲ್ಲಿ ಮಣ್ಣನ್ನು ಆಳವಾಗಿ ಉಳುಮೆ ಮಾಡುವುದು. ಇದರಿಂದ ಮಣ್ಣಿನ ಸಡಿಲತೆ ಹೆಚ್ಚಾಗಿ ಮಳೆ ನೀರು ಇಂಗುವಿಕೆ ಹೆಚ್ಚುತ್ತದೆ ಮತ್ತು ಮಣ್ಣಿನ ಸವಕಳಿ ತಡೆಯಬಹುದು. ಮಾಗಿ ಉಳುಮೆಯಿಂದಾಗುವ ಪ್ರಯೋಜನಗಳು: ಮಣ್ಣಿನಲ್ಲಿರುವ ಕೀಟಗಳ ಕೋಶಗಳು ಸೂರ್ಯನ ಬಿಸಿಲಿಗೆ ನಾಶವಾಗುತ್ತವೆ. ಕಳೆಗಳ ನಿಯಂತ್ರಣವಾಗುತ್ತದೆ. ರೈತರು ಮಾಗಿ ಉಳುಮೆ ಅನುಸರಿಸಿ ಉತ್ತಮ ಇಳುವರಿ ಪಡೆಯಬೇಕು ಎಂದು ತಿಳಿಸಿದರು. [26, 710, 196, 834]
